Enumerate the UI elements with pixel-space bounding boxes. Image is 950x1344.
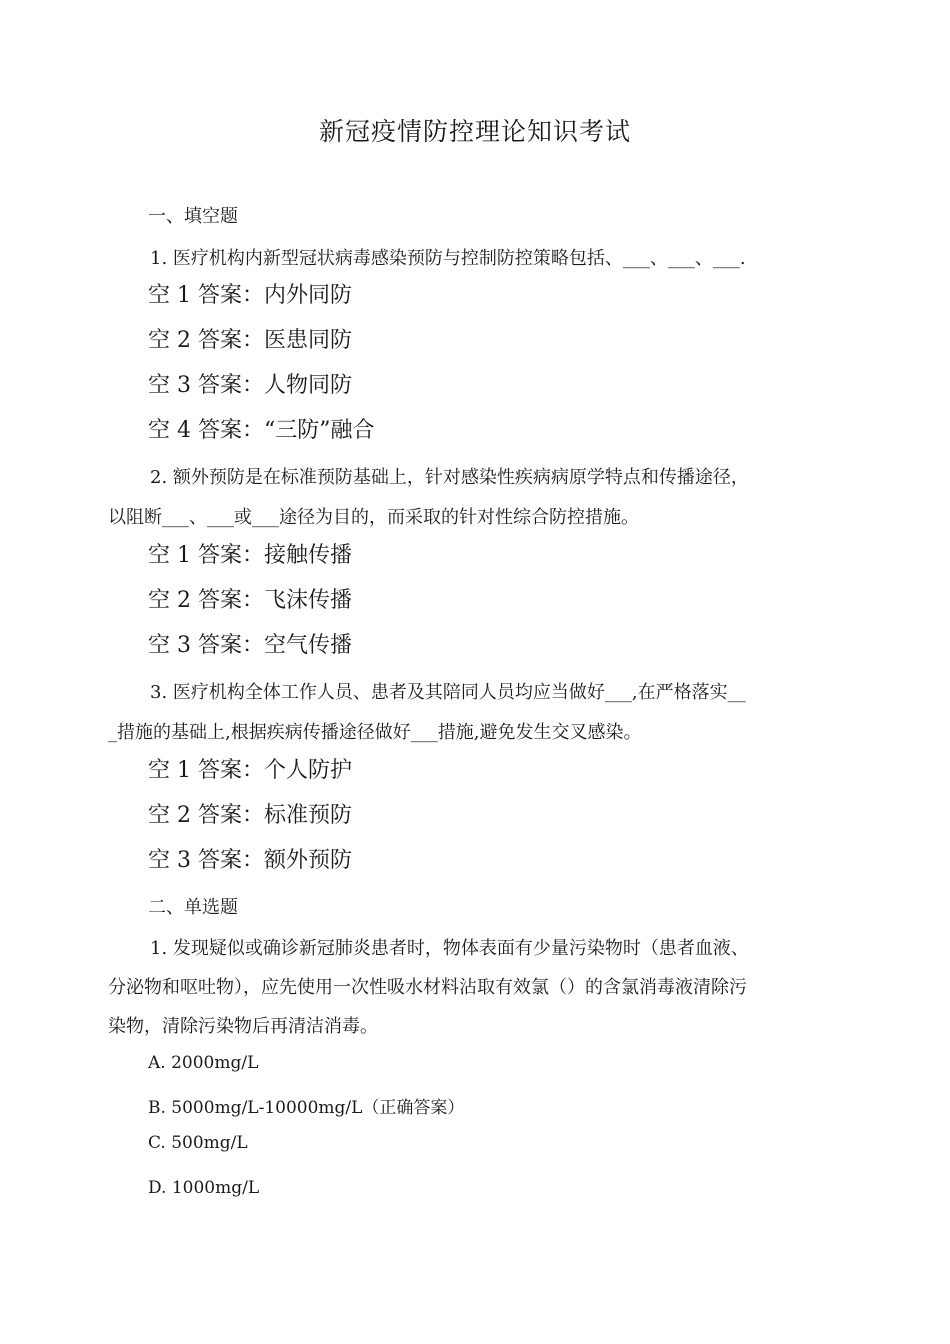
section-heading-fill-blank: 一、填空题 [148, 206, 238, 227]
page-title: 新冠疫情防控理论知识考试 [318, 117, 631, 146]
question-3-line-1: 3. 医疗机构全体工作人员、患者及其陪同人员均应当做好___,在严格落实__ [150, 682, 746, 703]
option-d: D. 1000mg/L [148, 1178, 260, 1198]
question-2-line-1: 2. 额外预防是在标准预防基础上，针对感染性疾病病原学特点和传播途径， [150, 467, 749, 488]
section-heading-single-choice: 二、单选题 [148, 897, 238, 918]
answer-line: 空 2 答案：标准预防 [148, 803, 352, 828]
option-a: A. 2000mg/L [148, 1053, 259, 1073]
mc-question-1-line-1: 1. 发现疑似或确诊新冠肺炎患者时，物体表面有少量污染物时（患者血液、 [150, 938, 749, 959]
answer-line: 空 3 答案：人物同防 [148, 373, 352, 398]
answer-line: 空 1 答案：接触传播 [148, 543, 352, 568]
question-2-line-2: 以阻断___、___或___途径为目的，而采取的针对性综合防控措施。 [108, 507, 639, 528]
answer-line: 空 3 答案：空气传播 [148, 633, 352, 658]
question-3-line-2: _措施的基础上,根据疾病传播途径做好___措施,避免发生交叉感染。 [108, 722, 642, 743]
answer-line: 空 2 答案：飞沫传播 [148, 588, 352, 613]
answer-line: 空 1 答案：内外同防 [148, 283, 352, 308]
mc-question-1-line-2: 分泌物和呕吐物），应先使用一次性吸水材料沾取有效氯（）的含氯消毒液清除污 [108, 977, 747, 998]
option-c: C. 500mg/L [148, 1133, 248, 1153]
question-1-text: 1. 医疗机构内新型冠状病毒感染预防与控制防控策略包括、___、___、___. [150, 248, 746, 269]
answer-line: 空 2 答案：医患同防 [148, 328, 352, 353]
mc-question-1-line-3: 染物，清除污染物后再清洁消毒。 [108, 1016, 378, 1037]
answer-line: 空 4 答案：“三防”融合 [148, 418, 375, 443]
answer-line: 空 3 答案：额外预防 [148, 848, 352, 873]
answer-line: 空 1 答案：个人防护 [148, 758, 352, 783]
option-b: B. 5000mg/L-10000mg/L（正确答案） [148, 1098, 465, 1118]
